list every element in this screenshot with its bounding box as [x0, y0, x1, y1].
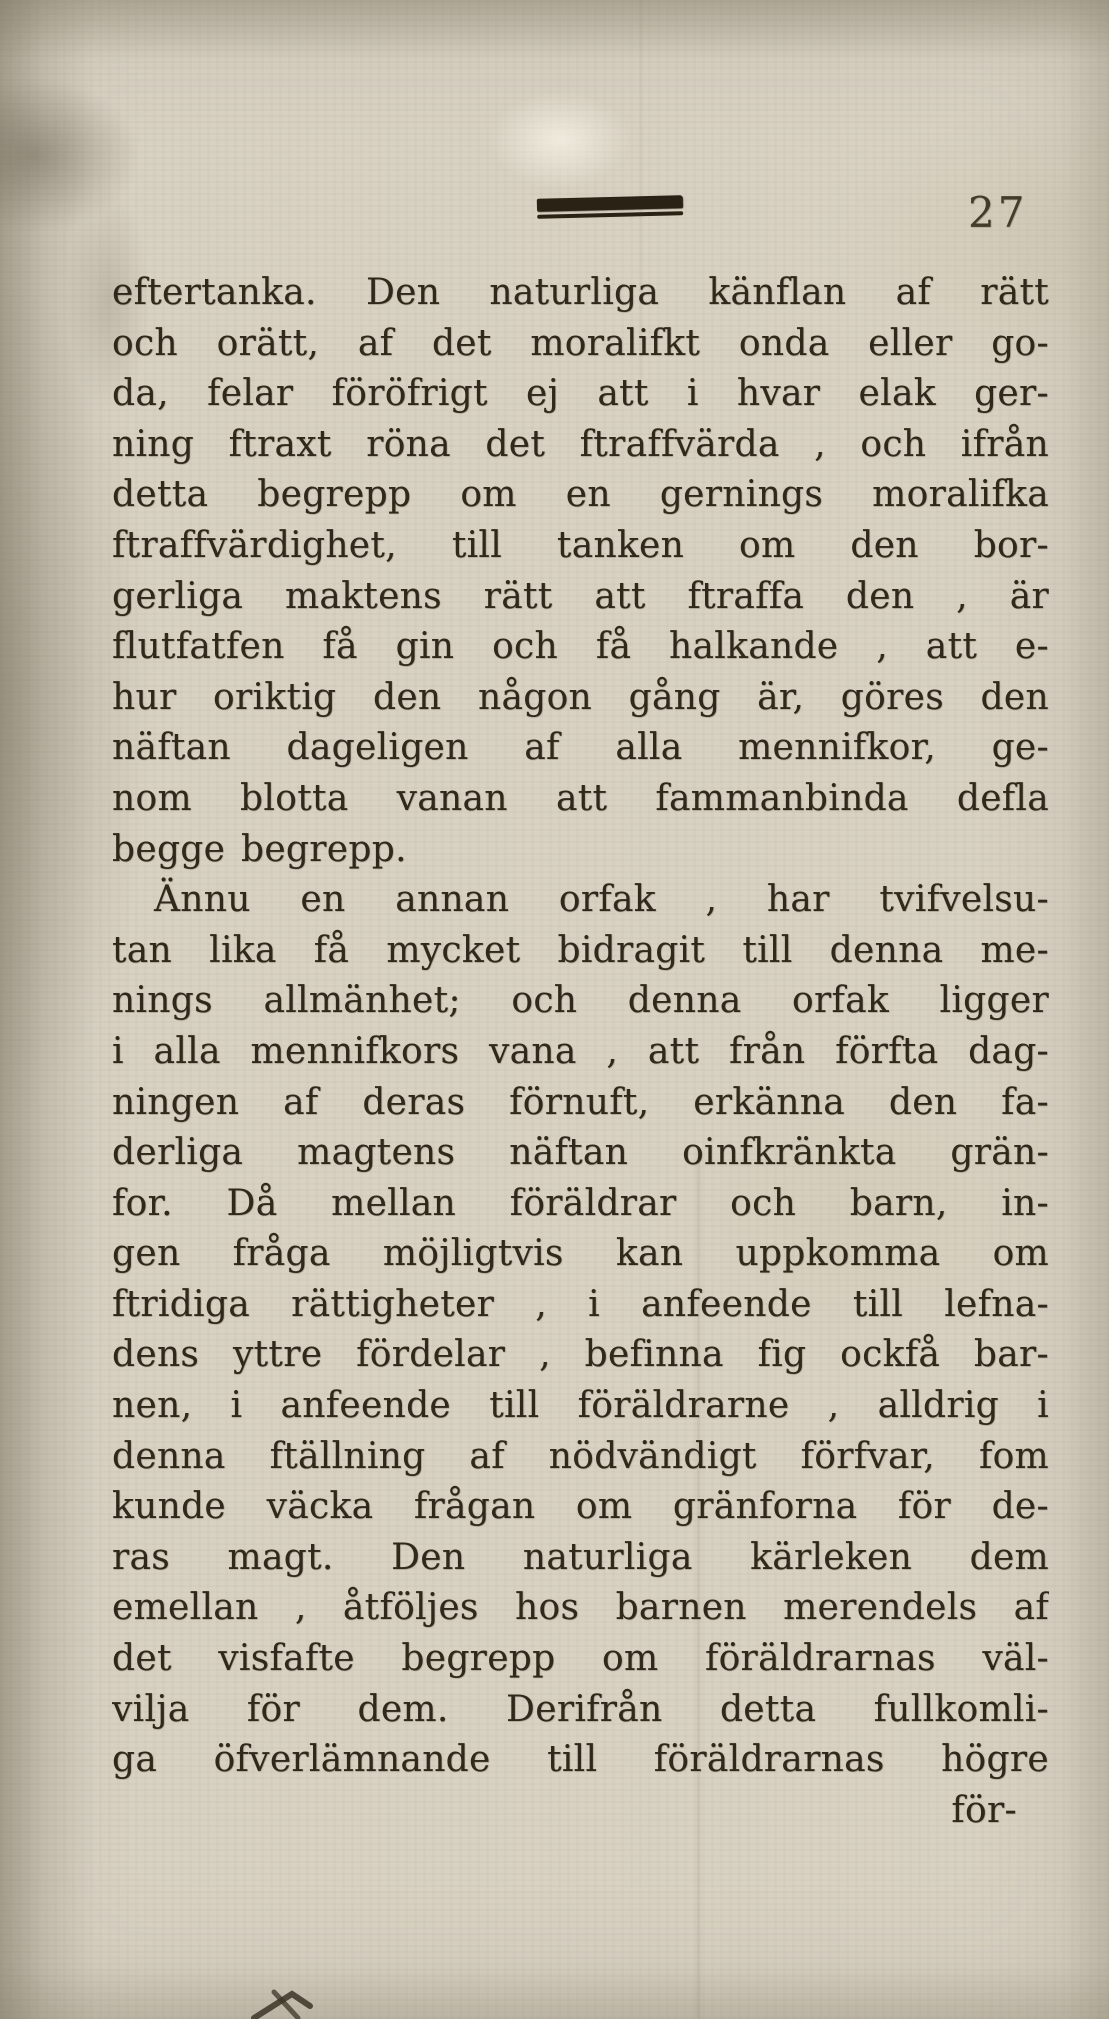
text-line: derliga magtens näftan oinfkränkta grän- [112, 1132, 1049, 1174]
text-line: ras magt. Den naturliga kärleken dem [112, 1536, 1049, 1578]
text-line: nings allmänhet; och denna orfak ligger [112, 980, 1049, 1022]
text-line: nom blotta vanan att fammanbinda defla [112, 777, 1049, 819]
text-line: dens yttre fördelar , befinna fig ockfå bar- [112, 1334, 1049, 1376]
pen-x-mark [240, 1972, 350, 2019]
text-line: emellan , åtföljes hos barnen merendels af [112, 1587, 1049, 1629]
text-line: begge begrepp. [112, 828, 407, 870]
text-line: i alla mennifkors vana , att från förfta dag- [112, 1030, 1049, 1072]
text-line: denna ftällning af nödvändigt förfvar, fom [112, 1435, 1049, 1477]
text-line: ning ftraxt röna det ftraffvärda , och ifrån [112, 423, 1049, 465]
text-line: ftraffvärdighet, till tanken om den bor- [112, 524, 1049, 566]
divider-thin-rule [537, 211, 683, 219]
text-line: ga öfverlämnande till föräldrarnas högre [112, 1739, 1049, 1781]
page-number: 27 [968, 188, 1028, 237]
section-divider-rule [537, 195, 683, 219]
text-line: vilja för dem. Derifrån detta fullkomli- [112, 1688, 1049, 1730]
text-line: kunde väcka frågan om gränforna för de- [112, 1486, 1049, 1528]
text-line: det visfafte begrepp om föräldrarnas väl- [112, 1638, 1049, 1680]
text-line: detta begrepp om en gernings moralifka [112, 474, 1049, 516]
text-line: näftan dageligen af alla mennifkor, ge- [112, 727, 1049, 769]
divider-thick-rule [537, 195, 683, 212]
text-line: da, felar föröfrigt ej att i hvar elak ger- [112, 373, 1049, 415]
text-line: nen, i anfeende till föräldrarne , alldrig i [112, 1385, 1049, 1427]
text-line: gerliga maktens rätt att ftraffa den , är [112, 575, 1049, 617]
text-line: for. Då mellan föräldrar och barn, in- [112, 1182, 1049, 1224]
text-line: och orätt, af det moralifkt onda eller go- [112, 322, 1049, 364]
text-line: gen fråga möjligtvis kan uppkomma om [112, 1233, 1049, 1275]
text-line: hur oriktig den någon gång är, göres den [112, 676, 1049, 718]
text-line: ningen af deras förnuft, erkänna den fa- [112, 1081, 1049, 1123]
text-line: flutfatfen få gin och få halkande , att e- [112, 626, 1049, 668]
text-line: Ännu en annan orfak , har tvifvelsu- [154, 879, 1049, 921]
catchword: för- [951, 1789, 1017, 1831]
text-line: eftertanka. Den naturliga känflan af rätt [112, 272, 1049, 313]
text-line: tan lika få mycket bidragit till denna me- [112, 929, 1049, 971]
text-line: ftridiga rättigheter , i anfeende till lefna- [112, 1283, 1049, 1325]
text-block [112, 268, 1049, 1836]
